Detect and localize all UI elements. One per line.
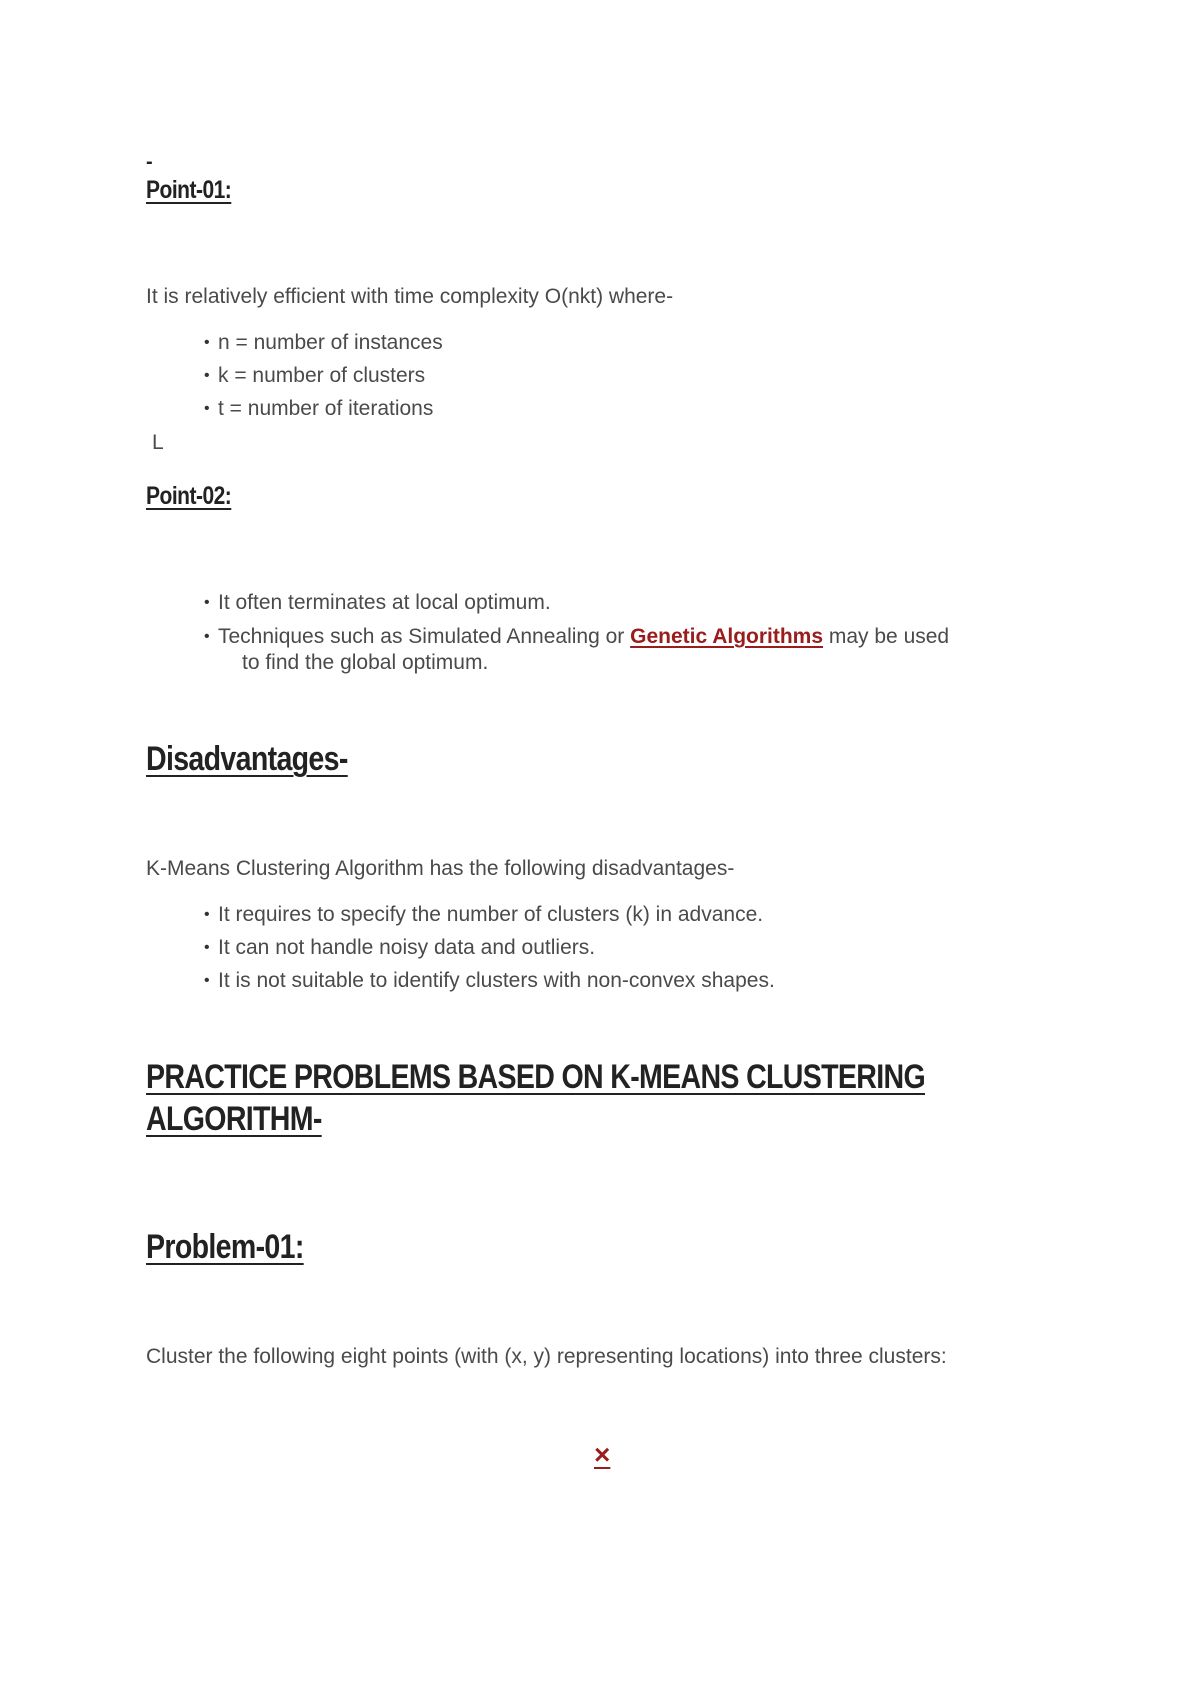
list-item-continuation: to find the global optimum. bbox=[242, 651, 489, 674]
list-item: • t = number of iterations bbox=[204, 397, 434, 420]
genetic-algorithms-link[interactable]: Genetic Algorithms bbox=[630, 625, 824, 648]
point-01-intro: It is relatively efficient with time complexity O(nkt) where- bbox=[146, 285, 674, 308]
list-item: • n = number of instances bbox=[204, 331, 443, 354]
list-item: • It is not suitable to identify clusters with non-convex shapes. bbox=[204, 969, 775, 992]
list-item: • k = number of clusters bbox=[204, 364, 426, 387]
problem-01-heading: Problem-01: bbox=[146, 1228, 304, 1266]
bullet-icon: • bbox=[204, 628, 210, 645]
bullet-icon: • bbox=[204, 594, 210, 611]
bullet-icon: • bbox=[204, 939, 210, 956]
disadvantages-heading: Disadvantages- bbox=[146, 740, 348, 778]
bullet-icon: • bbox=[204, 334, 210, 351]
problem-01-text: Cluster the following eight points (with (x, y) representing locations) into three clusters: bbox=[146, 1345, 947, 1368]
dash-mark: - bbox=[146, 151, 153, 173]
list-item: • It often terminates at local optimum. bbox=[204, 591, 551, 614]
practice-heading-line-1: PRACTICE PROBLEMS BASED ON K-MEANS CLUSTERING bbox=[146, 1058, 925, 1096]
bullet-icon: • bbox=[204, 367, 210, 384]
bullet-icon: • bbox=[204, 400, 210, 417]
list-item: • It can not handle noisy data and outliers. bbox=[204, 936, 596, 959]
practice-heading-line-2: ALGORITHM- bbox=[146, 1100, 322, 1138]
disadvantages-list bbox=[204, 902, 775, 994]
point-01-heading: Point-01: bbox=[146, 176, 232, 204]
point-01-list bbox=[204, 330, 443, 422]
stray-mark: L bbox=[152, 431, 164, 454]
broken-image-icon[interactable]: × bbox=[594, 1439, 611, 1470]
bullet-icon: • bbox=[204, 906, 210, 923]
disadvantages-intro: K-Means Clustering Algorithm has the following disadvantages- bbox=[146, 857, 735, 880]
point-02-heading: Point-02: bbox=[146, 482, 232, 510]
list-item: • It requires to specify the number of clusters (k) in advance. bbox=[204, 903, 764, 926]
list-item: • Techniques such as Simulated Annealing or Genetic Algorithms may be used to find the global optimum. bbox=[204, 625, 950, 674]
bullet-icon: • bbox=[204, 972, 210, 989]
point-02-list bbox=[204, 590, 949, 676]
